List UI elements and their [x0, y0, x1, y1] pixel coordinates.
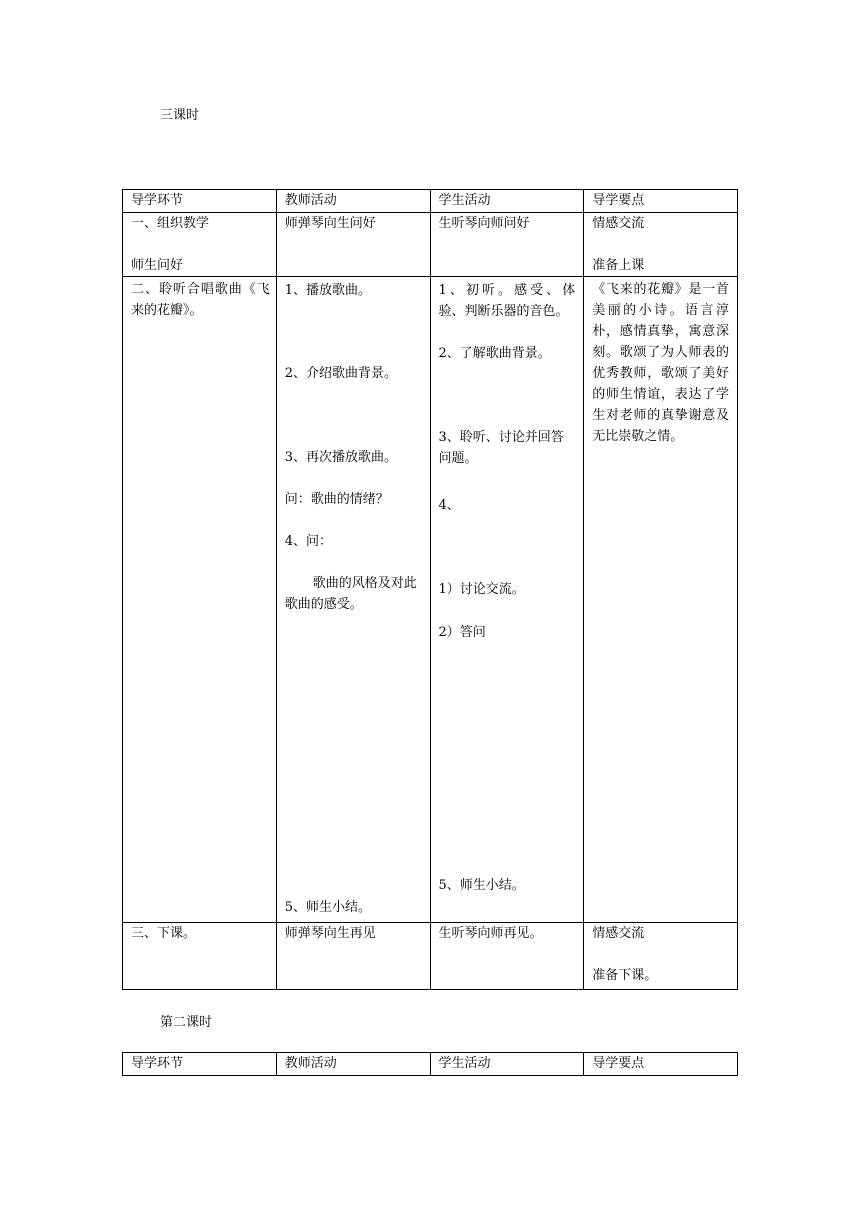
student-step: 5、师生小结。 — [438, 878, 525, 893]
table-row — [123, 923, 738, 990]
cell-line: 准备下课。 — [592, 968, 658, 983]
teacher-cell: 师弹琴向生再见 — [276, 923, 430, 990]
student-cell: 生听琴向师问好 — [430, 213, 584, 277]
table-header-row — [123, 190, 738, 213]
header-cell: 导学环节 — [123, 1053, 277, 1076]
cell-line: 情感交流 — [592, 216, 645, 231]
stage-cell: 三、下课。 — [123, 923, 277, 990]
lesson-heading-2: 第二课时 — [160, 1015, 213, 1030]
cell-line: 师生问好 — [131, 258, 184, 273]
student-step: 4、 — [438, 498, 460, 513]
teacher-step: 4、问： — [284, 534, 333, 549]
table-row — [123, 277, 738, 923]
student-step: 2、了解歌曲背景。 — [438, 346, 551, 361]
header-cell: 教师活动 — [276, 190, 430, 213]
table-header-row — [123, 1053, 738, 1076]
header-cell: 导学要点 — [584, 1053, 738, 1076]
cell-text: 《飞来的花瓣》是一首美丽的小诗。语言淳朴，感情真挚，寓意深刻。歌颂了为人师表的优秀教师，歌颂了美好的师生情谊，表达了学生对老师的真挚谢意及无比崇敬之情。 — [592, 282, 729, 444]
header-cell: 导学要点 — [584, 190, 738, 213]
teacher-cell — [276, 277, 430, 923]
teacher-step: 1、播放歌曲。 — [284, 283, 372, 298]
stage-cell — [123, 213, 277, 277]
student-step: 1）讨论交流。 — [438, 582, 525, 597]
cell-text: 二、聆听合唱歌曲《飞来的花瓣》。 — [131, 282, 270, 318]
teacher-step: 歌曲的风格及对此歌曲的感受。 — [284, 576, 417, 612]
teacher-cell: 师弹琴向生问好 — [276, 213, 430, 277]
student-step: 3、聆听、讨论并回答问题。 — [438, 430, 564, 466]
header-cell: 学生活动 — [430, 1053, 584, 1076]
stage-cell — [123, 277, 277, 923]
points-cell — [584, 923, 738, 990]
teacher-step: 问：歌曲的情绪？ — [284, 492, 389, 507]
student-step: 2）答问 — [438, 625, 486, 640]
cell-line: 一、组织教学 — [131, 216, 210, 231]
student-cell: 生听琴向师再见。 — [430, 923, 584, 990]
teacher-step: 3、再次播放歌曲。 — [284, 450, 398, 465]
cell-line: 准备上课 — [592, 258, 645, 273]
lesson-heading-1: 三课时 — [160, 108, 200, 123]
points-cell — [584, 277, 738, 923]
cell-line: 情感交流 — [592, 926, 645, 941]
lesson-table-1 — [122, 189, 738, 990]
header-cell: 学生活动 — [430, 190, 584, 213]
points-cell — [584, 213, 738, 277]
teacher-step: 5、师生小结。 — [284, 900, 372, 915]
lesson-table-2 — [122, 1052, 738, 1076]
header-cell: 导学环节 — [123, 190, 277, 213]
student-cell — [430, 277, 584, 923]
table-row — [123, 213, 738, 277]
student-step: 1、初听。感受、体验、判断乐器的音色。 — [438, 283, 576, 319]
teacher-step: 2、介绍歌曲背景。 — [284, 366, 398, 381]
header-cell: 教师活动 — [276, 1053, 430, 1076]
